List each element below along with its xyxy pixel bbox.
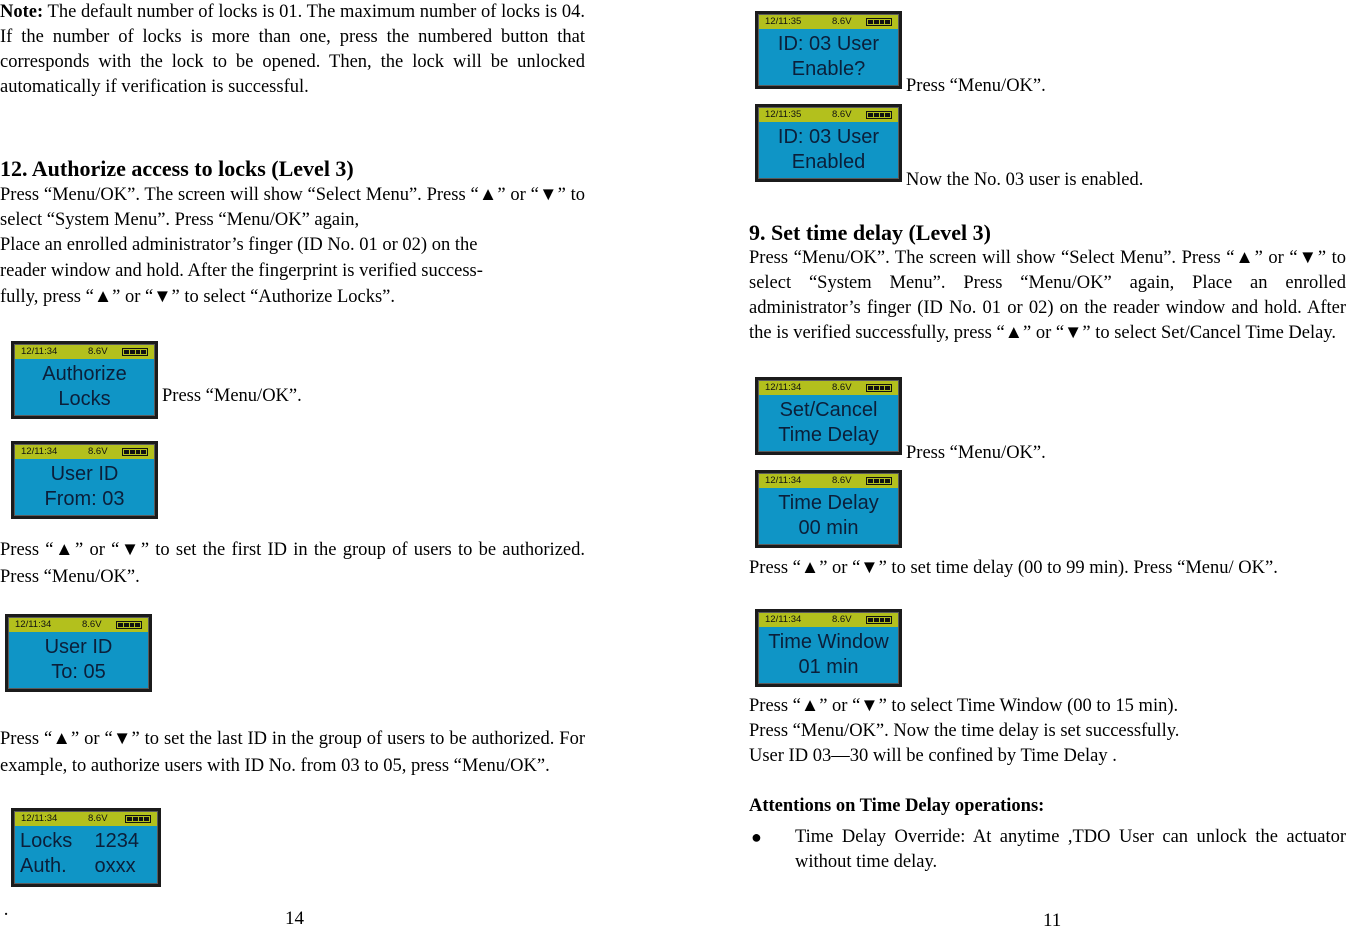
lcd-line: Enable? xyxy=(791,58,866,80)
battery-icon xyxy=(866,616,892,624)
battery-icon xyxy=(122,348,148,356)
intro-paragraph: Press “Menu/OK”. The screen will show “Select Menu”. Press “▲” or “▼” to select “System Menu”. Press “Menu/OK” again, xyxy=(0,185,585,230)
lcd-time: 12/11:34 xyxy=(21,346,58,357)
lcd-status-bar xyxy=(759,108,898,122)
lcd-screen xyxy=(11,808,161,887)
lcd-voltage: 8.6V xyxy=(88,446,108,457)
lcd-status-bar xyxy=(9,618,148,632)
note-label: Note: xyxy=(0,2,44,22)
lcd-screen xyxy=(11,441,158,519)
lcd-time: 12/11:34 xyxy=(21,446,58,457)
intro-line: reader window and hold. After the fingerprint is verified success- xyxy=(0,261,483,281)
lcd-screen xyxy=(755,377,902,455)
paragraph: Press “▲” or “▼” to set the last ID in the group of users to be authorized. For example, to authorize users with ID No. from 03 to 05, press “Menu/OK”. xyxy=(0,729,585,776)
lcd-line: Set/Cancel xyxy=(779,399,878,421)
lcd-voltage: 8.6V xyxy=(88,346,108,357)
text-line: Press “Menu/OK”. Now the time delay is set successfully. xyxy=(749,721,1180,741)
lcd-time: 12/11:34 xyxy=(765,382,802,393)
lcd-time: 12/11:35 xyxy=(765,16,802,27)
lcd-voltage: 8.6V xyxy=(832,109,852,120)
caption: Press “Menu/OK”. xyxy=(906,443,1046,463)
lcd-time: 12/11:34 xyxy=(765,614,802,625)
bullet-item xyxy=(749,825,1346,875)
lcd-status-bar xyxy=(759,15,898,29)
section-title: 12. Authorize access to locks (Level 3) xyxy=(0,156,354,181)
page-number: 14 xyxy=(285,908,304,929)
lcd-status-bar xyxy=(15,812,157,826)
lcd-voltage: 8.6V xyxy=(88,813,108,824)
lcd-line: Time Delay xyxy=(778,492,879,514)
battery-icon xyxy=(866,18,892,26)
note-paragraph xyxy=(0,0,585,100)
text-line: Press “▲” or “▼” to select Time Window (00 to 15 min). xyxy=(749,696,1179,716)
battery-icon xyxy=(866,111,892,119)
lcd-status-bar xyxy=(759,474,898,488)
lcd-line: Authorize xyxy=(42,363,127,385)
lcd-voltage: 8.6V xyxy=(832,475,852,486)
paragraph: Press “▲” or “▼” to set time delay (00 to 99 min). Press “Menu/ OK”. xyxy=(749,558,1278,578)
lcd-line: Enabled xyxy=(791,151,866,173)
lcd-screen xyxy=(755,11,902,89)
lcd-status-bar xyxy=(759,381,898,395)
lcd-line: Auth. oxxx xyxy=(20,855,136,877)
lcd-line: Time Delay xyxy=(778,424,879,446)
intro-line: Place an enrolled administrator’s finger (ID No. 01 or 02) on the xyxy=(0,235,478,255)
stray-dot: · xyxy=(3,905,10,925)
lcd-line: User ID xyxy=(50,463,119,485)
intro-line: fully, press “▲” or “▼” to select “Authorize Locks”. xyxy=(0,287,395,307)
note-text: The default number of locks is 01. The maximum number of locks is 04. If the number of locks is more than one, press the numbered button that corresponds with the lock to be opened. Then, the lock will be unlocked automatically if verification is successful. xyxy=(0,2,585,97)
lcd-voltage: 8.6V xyxy=(832,614,852,625)
intro-paragraph: Press “Menu/OK”. The screen will show “Select Menu”. Press “▲” or “▼” to select “System Menu”. Press “Menu/OK” again, Place an enrolled administrator’s finger (ID No. 01 or 02) on the reader window and hold. After the is verified successfully, press “▲” or “▼” to select Set/Cancel Time Delay. xyxy=(749,248,1346,343)
lcd-line: Locks xyxy=(58,388,111,410)
section-title: 9. Set time delay (Level 3) xyxy=(749,220,991,245)
lcd-screen xyxy=(755,470,902,548)
battery-icon xyxy=(122,448,148,456)
lcd-voltage: 8.6V xyxy=(832,16,852,27)
lcd-status-bar xyxy=(759,613,898,627)
lcd-time: 12/11:34 xyxy=(15,619,52,630)
text-line: User ID 03—30 will be confined by Time Delay . xyxy=(749,746,1117,766)
caption: Now the No. 03 user is enabled. xyxy=(906,170,1144,190)
lcd-screen xyxy=(5,614,152,692)
lcd-screen xyxy=(755,609,902,687)
bullet-text: Time Delay Override: At anytime ,TDO User can unlock the actuator without time delay. xyxy=(795,827,1346,872)
battery-icon xyxy=(125,815,151,823)
lcd-line: From: 03 xyxy=(44,488,125,510)
attention-title: Attentions on Time Delay operations: xyxy=(749,796,1045,816)
lcd-voltage: 8.6V xyxy=(82,619,102,630)
lcd-screen xyxy=(11,341,158,419)
battery-icon xyxy=(116,621,142,629)
lcd-time: 12/11:35 xyxy=(765,109,802,120)
caption: Press “Menu/OK”. xyxy=(906,76,1046,96)
lcd-line: To: 05 xyxy=(51,661,106,683)
lcd-line: ID: 03 User xyxy=(777,126,880,148)
lcd-line: Time Window xyxy=(768,631,889,653)
lcd-line: Locks 1234 xyxy=(20,830,139,852)
caption: Press “Menu/OK”. xyxy=(162,386,302,406)
lcd-screen xyxy=(755,104,902,182)
lcd-time: 12/11:34 xyxy=(765,475,802,486)
paragraph: Press “▲” or “▼” to set the first ID in the group of users to be authorized. Press “Menu/OK”. xyxy=(0,540,585,587)
battery-icon xyxy=(866,384,892,392)
lcd-status-bar xyxy=(15,445,154,459)
bullet-icon: ● xyxy=(751,827,762,847)
lcd-time: 12/11:34 xyxy=(21,813,58,824)
lcd-line: ID: 03 User xyxy=(777,33,880,55)
lcd-line: 00 min xyxy=(798,517,859,539)
lcd-line: User ID xyxy=(44,636,113,658)
lcd-line: 01 min xyxy=(798,656,859,678)
lcd-voltage: 8.6V xyxy=(832,382,852,393)
battery-icon xyxy=(866,477,892,485)
lcd-status-bar xyxy=(15,345,154,359)
page-number: 11 xyxy=(1043,910,1062,931)
